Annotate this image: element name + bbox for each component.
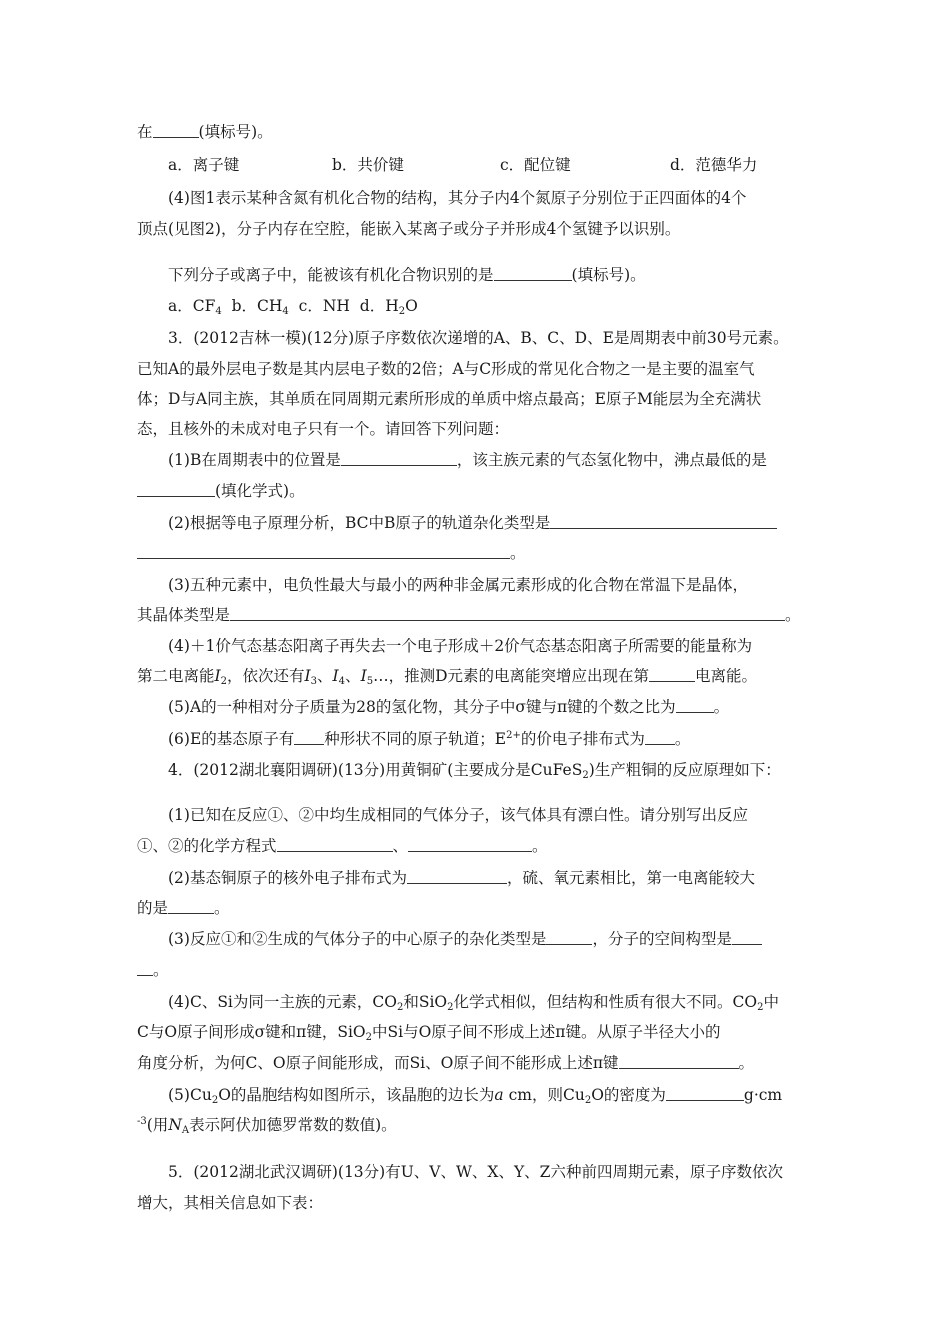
q2-p4-line3: 下列分子或离子中，能被该有机化合物识别的是 (填标号)。 (168, 266, 646, 284)
q3-p2-line1: (2)根据等电子原理分析，BC中B原子的轨道杂化类型是 (168, 513, 818, 533)
q4-p2-line2: 的是 。 (137, 899, 230, 917)
answer-blank[interactable] (666, 1085, 744, 1101)
q2-line-fill-bond-type: 在 (填标号)。 (137, 123, 273, 141)
q4-p4-line2: C与O原子间形成σ键和π键，SiO$_2$中Si与O原子间不形成上述π键。从原子半径大小的 (137, 1023, 721, 1043)
answer-blank[interactable] (494, 265, 572, 281)
answer-blank[interactable] (341, 450, 457, 466)
answer-blank[interactable] (230, 605, 785, 621)
q4-p5-line1: $(5)Cu_2O$的晶胞结构如图所示，该晶胞的边长为a cm，则$Cu_2O$的密度为 g·cm (168, 1086, 783, 1106)
q3-line1: 3．(2012吉林一模)(12分)原子序数依次递增的A、B、C、D、E是周期表中前30号元素。 (168, 329, 789, 347)
q3-line3: 体；D与A同主族，其单质在同周期元素所形成的单质中熔点最高；E原子M能层为全充满状 (137, 390, 762, 408)
option-a: a．离子键 (168, 156, 240, 174)
answer-blank[interactable] (277, 836, 393, 852)
q3-p4-line2: 第二电离能$I_2$，依次还有$I_3$、$I_4$、$I_5\dots$，推测D元素的电离能突增应出现在第 电离能。 (137, 667, 758, 687)
answer-blank[interactable] (294, 729, 324, 745)
q3-p1-line1: (1)B在周期表中的位置是 ，该主族元素的气态氢化物中，沸点最低的是 (168, 451, 767, 469)
answer-blank[interactable] (137, 481, 215, 497)
option-d: d．范德华力 (670, 156, 758, 174)
q5-line1: 5．(2012湖北武汉调研)(13分)有U、V、W、X、Y、Z六种前四周期元素，原子序数依次 (168, 1163, 783, 1181)
answer-blank[interactable] (676, 697, 714, 713)
answer-blank[interactable] (137, 960, 153, 976)
answer-blank[interactable] (137, 543, 510, 559)
q2-p4-line1: (4)图1表示某种含氮有机化合物的结构，其分子内4个氮原子分别位于正四面体的4个 (168, 189, 747, 207)
answer-blank[interactable] (645, 729, 675, 745)
q3-p4-line1: (4)＋1价气态基态阳离子再失去一个电子形成＋2价气态基态阳离子所需要的能量称为 (168, 637, 753, 655)
q4-line1: 4．(2012湖北襄阳调研)(13分)用黄铜矿(主要成分是CuFeS$_2$)生产粗铜的反应原理如下： (168, 761, 781, 781)
answer-blank[interactable] (732, 929, 762, 945)
answer-blank[interactable] (408, 836, 532, 852)
q4-p1-line2: ①、②的化学方程式 、 。 (137, 837, 548, 855)
q2-molecule-options (168, 296, 818, 316)
q3-p6: (6)E的基态原子有 种形状不同的原子轨道；$E^{2+}$的价电子排布式为 。 (168, 730, 691, 748)
option-d: d．$H_2O$ (359, 297, 418, 317)
option-a: a．$CF_4$ (168, 297, 222, 317)
q4-p1-line1: (1)已知在反应①、②中均生成相同的气体分子，该气体具有漂白性。请分别写出反应 (168, 806, 748, 824)
q5-line2: 增大，其相关信息如下表： (137, 1194, 324, 1212)
answer-blank[interactable] (550, 513, 777, 529)
q3-p1-line2: (填化学式)。 (137, 481, 817, 501)
q3-p3-line1: (3)五种元素中，电负性最大与最小的两种非金属元素形成的化合物在常温下是晶体， (168, 576, 748, 594)
q4-p4-line3: 角度分析，为何C、O原子间能形成，而Si、O原子间不能形成上述π键 。 (137, 1054, 755, 1072)
q4-p4-line1: (4)C、Si为同一主族的元素，$CO_2$和SiO$_2$化学式相似，但结构和性质有很大不同。$CO_2$中 (168, 993, 779, 1013)
q3-p5: (5)A的一种相对分子质量为28的氢化物，其分子中σ键与π键的个数之比为 。 (168, 698, 730, 716)
answer-blank[interactable] (546, 929, 592, 945)
q4-p2-line1: (2)基态铜原子的核外电子排布式为 ，硫、氧元素相比，第一电离能较大 (168, 869, 755, 887)
q3-p3-line2: 其晶体类型是 。 (137, 606, 801, 624)
q3-line4: 态，且核外的未成对电子只有一个。请回答下列问题： (137, 420, 510, 438)
q3-p2-line2: 。 (137, 543, 817, 563)
option-b: b．$CH_4$ (231, 297, 289, 317)
answer-blank[interactable] (619, 1053, 739, 1069)
option-b: b．共价键 (332, 156, 404, 174)
q2-p4-line2: 顶点(见图2)，分子内存在空腔，能嵌入某离子或分子并形成4个氢键予以识别。 (137, 220, 681, 238)
q4-p3-line2: 。 (137, 960, 817, 980)
answer-blank[interactable] (168, 898, 214, 914)
answer-blank[interactable] (153, 122, 199, 138)
answer-blank[interactable] (649, 666, 695, 682)
q4-p3-line1: (3)反应①和②生成的气体分子的中心原子的杂化类型是 ，分子的空间构型是 (168, 929, 818, 949)
answer-blank[interactable] (407, 868, 507, 884)
option-c: c．NH (298, 297, 350, 315)
q3-line2: 已知A的最外层电子数是其内层电子数的2倍；A与C形成的常见化合物之一是主要的温室气 (137, 360, 755, 378)
option-c: c．配位键 (500, 156, 571, 174)
q2-bond-options (168, 155, 818, 175)
q4-p5-line2: $^{-3}$(用$N_A$表示阿伏加德罗常数的数值)。 (137, 1116, 397, 1136)
